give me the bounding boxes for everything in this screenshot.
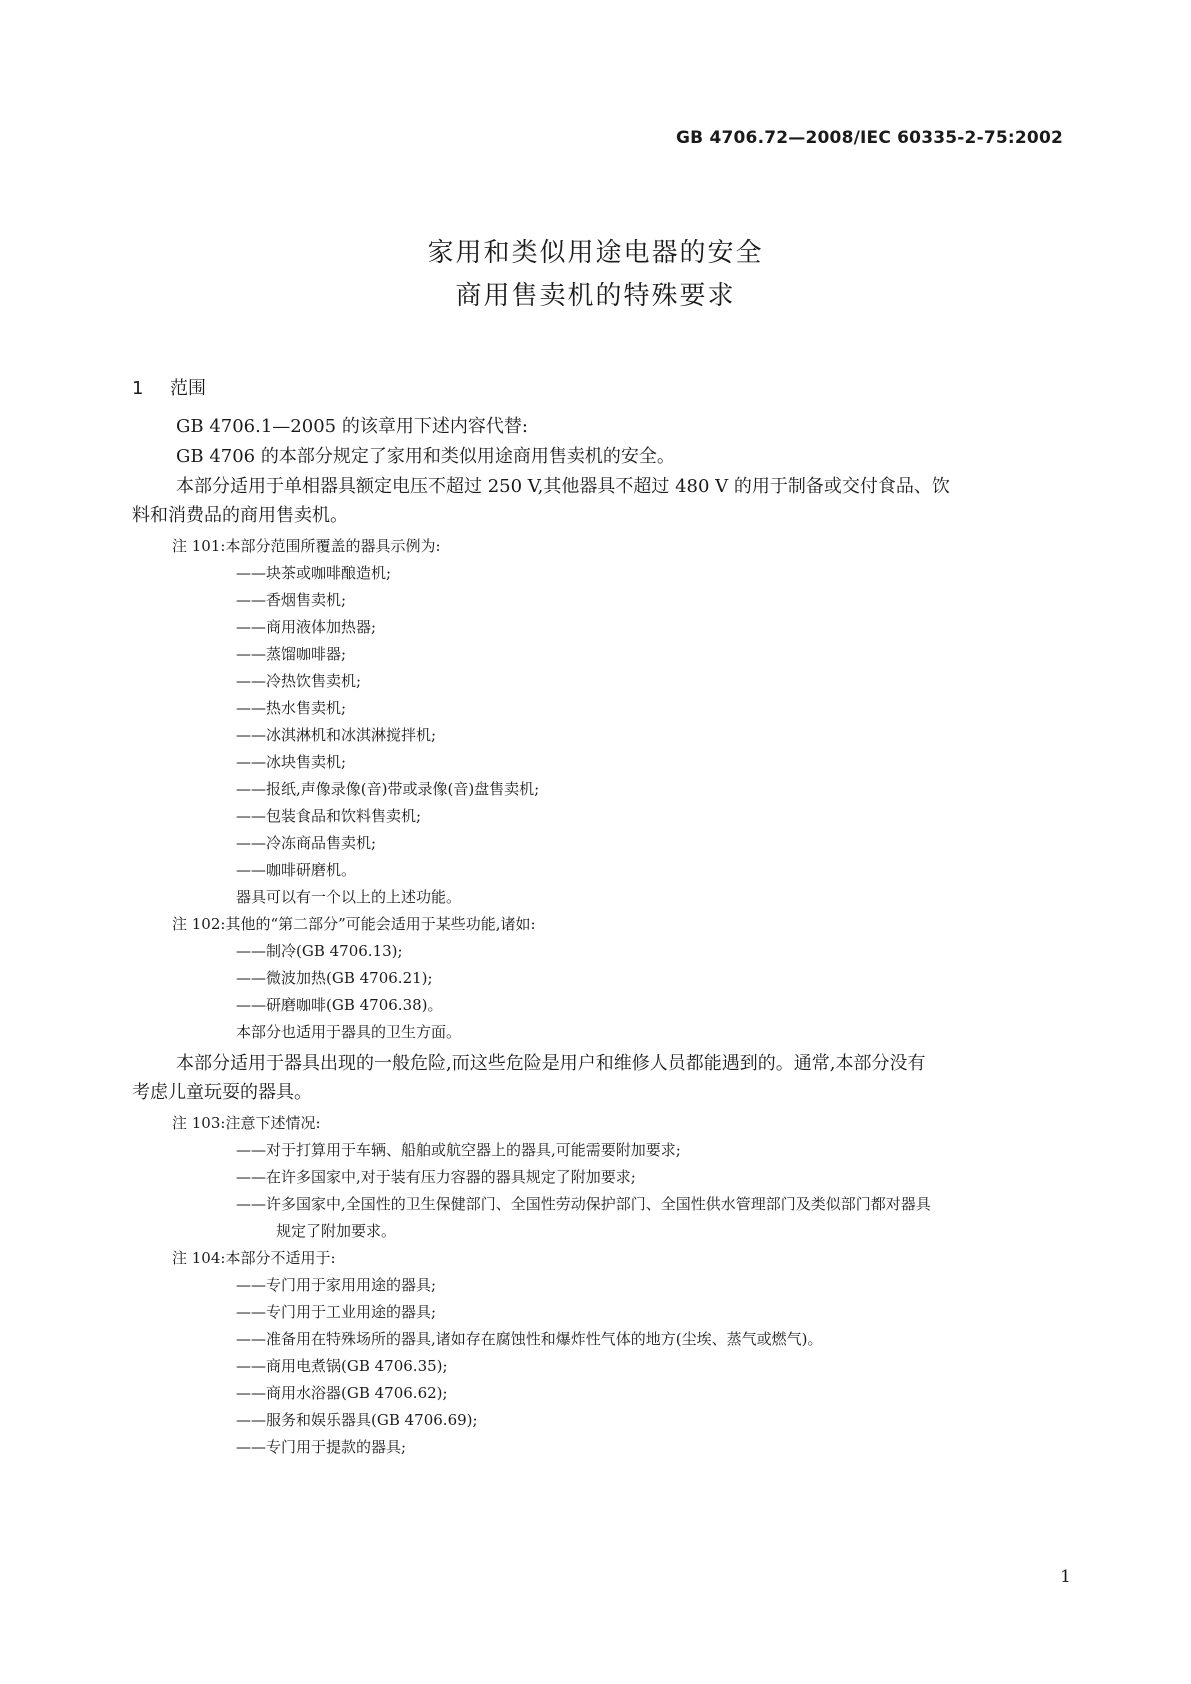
note-104-label: 注 104:本部分不适用于:	[172, 1249, 336, 1267]
note-101-item: ——报纸,声像录像(音)带或录像(音)盘售卖机;	[236, 780, 540, 798]
note-102-tail: 本部分也适用于器具的卫生方面。	[236, 1023, 462, 1041]
section-number: 1	[132, 378, 144, 399]
note-104-item: ——准备用在特殊场所的器具,诸如存在腐蚀性和爆炸性气体的地方(尘埃、蒸气或燃气)。	[236, 1330, 823, 1348]
note-102-label: 注 102:其他的“第二部分”可能会适用于某些功能,诸如:	[172, 915, 536, 933]
note-103-item: ——许多国家中,全国性的卫生保健部门、全国性劳动保护部门、全国性供水管理部门及类似部门都对器具	[236, 1195, 931, 1213]
note-101-item: ——热水售卖机;	[236, 699, 347, 717]
note-102-item: ——制冷(GB 4706.13);	[236, 942, 403, 960]
note-101-item: ——咖啡研磨机。	[236, 861, 357, 879]
paragraph-3-line1: 本部分适用于单相器具额定电压不超过 250 V,其他器具不超过 480 V 的用于制备或交付食品、饮	[176, 476, 950, 497]
section-heading	[132, 374, 206, 400]
standard-number: GB 4706.72—2008/IEC 60335-2-75:2002	[676, 128, 1063, 148]
note-104-item: ——专门用于家用用途的器具;	[236, 1276, 437, 1294]
note-104-item: ——专门用于提款的器具;	[236, 1438, 407, 1456]
note-104-item: ——商用电煮锅(GB 4706.35);	[236, 1357, 448, 1375]
paragraph-4-line2: 考虑儿童玩耍的器具。	[132, 1082, 312, 1103]
document-title-line1: 家用和类似用途电器的安全	[427, 238, 764, 268]
paragraph-4-line1: 本部分适用于器具出现的一般危险,而这些危险是用户和维修人员都能遇到的。通常,本部分没有	[176, 1053, 926, 1074]
note-102-item: ——研磨咖啡(GB 4706.38)。	[236, 996, 443, 1014]
note-101-tail: 器具可以有一个以上的上述功能。	[236, 888, 462, 906]
page-number: 1	[1060, 1567, 1071, 1587]
note-103-item: ——对于打算用于车辆、船舶或航空器上的器具,可能需要附加要求;	[236, 1141, 681, 1159]
document-title-line2: 商用售卖机的特殊要求	[455, 281, 736, 311]
note-101-label: 注 101:本部分范围所覆盖的器具示例为:	[172, 537, 441, 555]
note-101-item: ——冷热饮售卖机;	[236, 672, 362, 690]
note-104-item: ——服务和娱乐器具(GB 4706.69);	[236, 1411, 478, 1429]
note-101-item: ——蒸馏咖啡器;	[236, 645, 347, 663]
note-103-item-continuation: 规定了附加要求。	[276, 1222, 397, 1240]
note-104-item: ——商用水浴器(GB 4706.62);	[236, 1384, 448, 1402]
section-title: 范围	[170, 378, 206, 399]
note-102-item: ——微波加热(GB 4706.21);	[236, 969, 433, 987]
note-103-label: 注 103:注意下述情况:	[172, 1114, 321, 1132]
paragraph-3-line2: 料和消费品的商用售卖机。	[132, 505, 348, 526]
note-101-item: ——冷冻商品售卖机;	[236, 834, 377, 852]
note-101-item: ——块茶或咖啡酿造机;	[236, 564, 392, 582]
note-101-item: ——香烟售卖机;	[236, 591, 347, 609]
note-104-item: ——专门用于工业用途的器具;	[236, 1303, 437, 1321]
note-101-item: ——冰块售卖机;	[236, 753, 347, 771]
note-101-item: ——包装食品和饮料售卖机;	[236, 807, 422, 825]
note-101-item: ——商用液体加热器;	[236, 618, 377, 636]
paragraph-1: GB 4706.1—2005 的该章用下述内容代替:	[176, 416, 528, 437]
note-103-item: ——在许多国家中,对于装有压力容器的器具规定了附加要求;	[236, 1168, 636, 1186]
note-101-item: ——冰淇淋机和冰淇淋搅拌机;	[236, 726, 437, 744]
paragraph-2: GB 4706 的本部分规定了家用和类似用途商用售卖机的安全。	[176, 446, 675, 467]
